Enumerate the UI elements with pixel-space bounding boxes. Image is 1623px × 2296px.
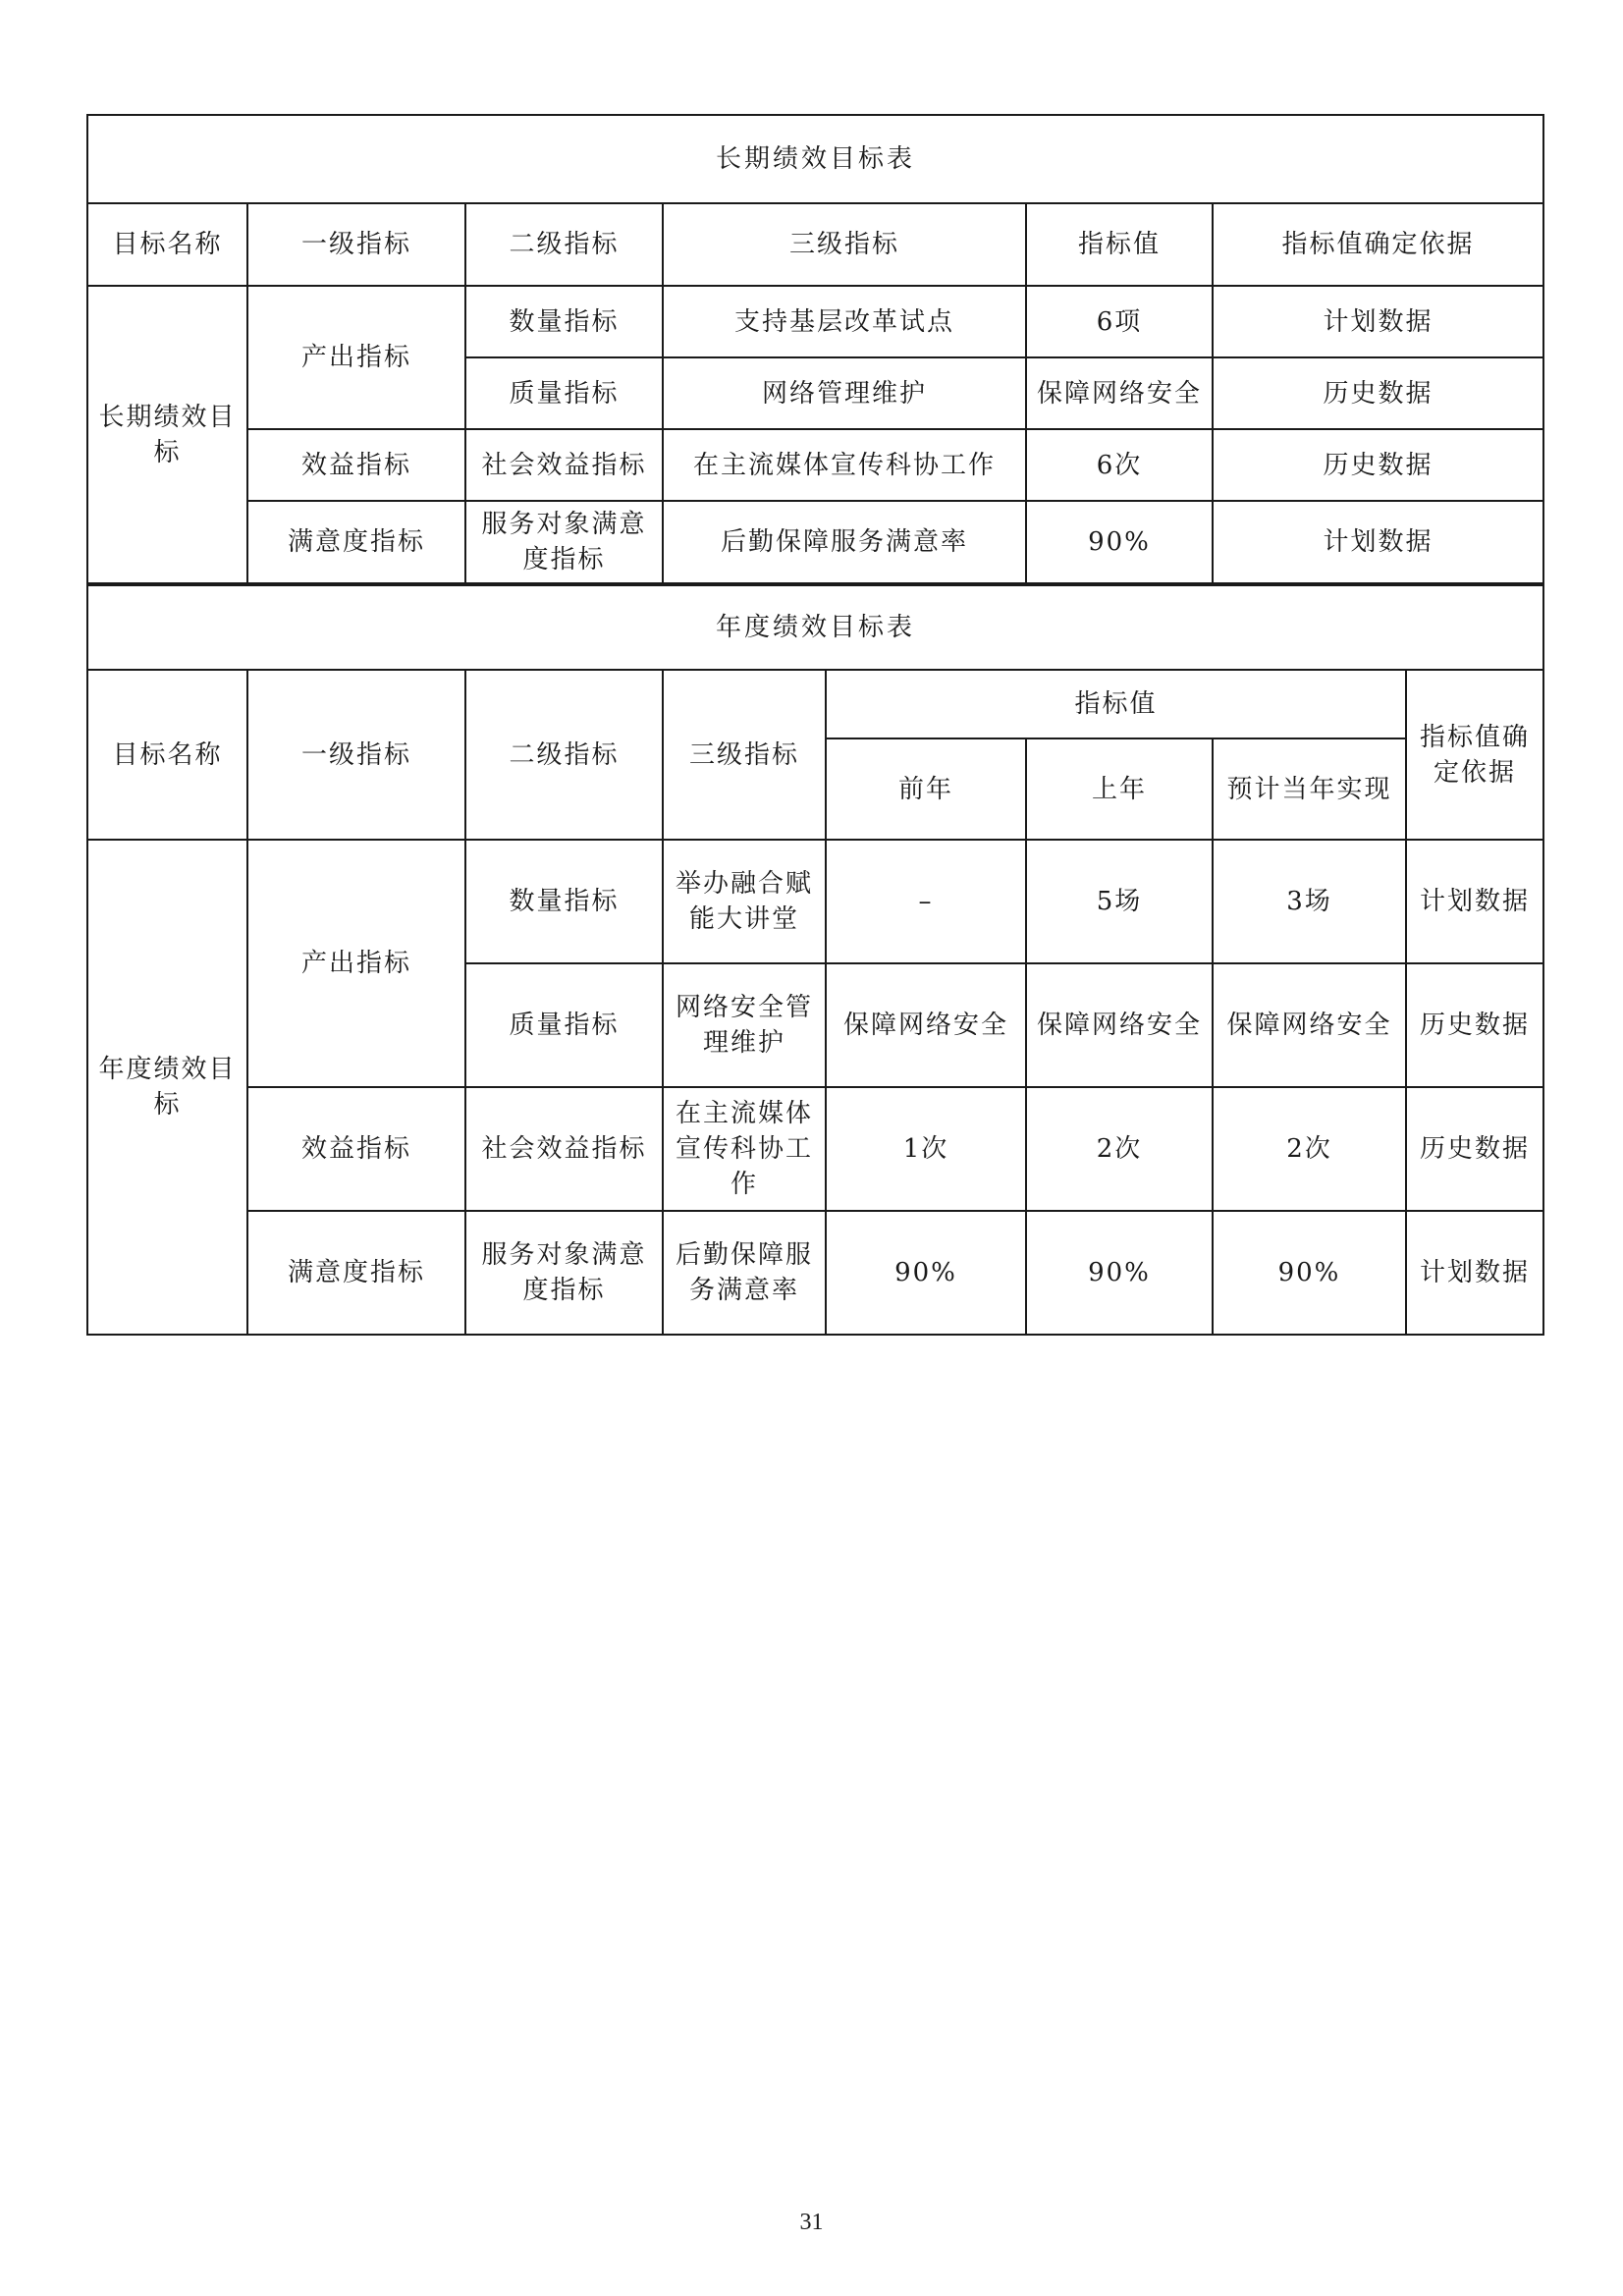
- header-prev-year: 前年: [826, 738, 1026, 840]
- basis-cell: 历史数据: [1406, 963, 1543, 1087]
- goal-name-cell: 年度绩效目标: [87, 840, 247, 1335]
- last-year-cell: 保障网络安全: [1026, 963, 1213, 1087]
- prev-year-cell: 90%: [826, 1211, 1026, 1335]
- header-level2: 二级指标: [465, 670, 663, 840]
- table-row: [87, 1087, 1543, 1211]
- level3-cell: 在主流媒体宣传科协工作: [663, 1087, 826, 1211]
- level3-cell: 后勤保障服务满意率: [663, 1211, 826, 1335]
- header-value: 指标值: [1026, 203, 1213, 286]
- level3-cell: 举办融合赋能大讲堂: [663, 840, 826, 963]
- level1-cell: 效益指标: [247, 429, 465, 501]
- header-basis: 指标值确定依据: [1406, 670, 1543, 840]
- level1-cell: 产出指标: [247, 840, 465, 1087]
- level2-cell: 质量指标: [465, 963, 663, 1087]
- header-level3: 三级指标: [663, 203, 1026, 286]
- basis-cell: 计划数据: [1213, 501, 1543, 583]
- last-year-cell: 5场: [1026, 840, 1213, 963]
- header-expected: 预计当年实现: [1213, 738, 1406, 840]
- header-level3: 三级指标: [663, 670, 826, 840]
- level2-cell: 数量指标: [465, 840, 663, 963]
- level2-cell: 社会效益指标: [465, 1087, 663, 1211]
- level2-cell: 服务对象满意度指标: [465, 1211, 663, 1335]
- header-goal-name: 目标名称: [87, 203, 247, 286]
- page-number: 31: [799, 2210, 824, 2235]
- value-cell: 保障网络安全: [1026, 357, 1213, 429]
- expected-cell: 2次: [1213, 1087, 1406, 1211]
- table-row: [87, 840, 1543, 963]
- header-level1: 一级指标: [247, 203, 465, 286]
- level1-cell: 满意度指标: [247, 501, 465, 583]
- prev-year-cell: –: [826, 840, 1026, 963]
- basis-cell: 计划数据: [1406, 840, 1543, 963]
- header-level2: 二级指标: [465, 203, 663, 286]
- table-row: [87, 286, 1543, 357]
- annual-performance-table: [86, 584, 1544, 1336]
- level2-cell: 服务对象满意度指标: [465, 501, 663, 583]
- header-basis: 指标值确定依据: [1213, 203, 1543, 286]
- prev-year-cell: 1次: [826, 1087, 1026, 1211]
- level2-cell: 数量指标: [465, 286, 663, 357]
- expected-cell: 90%: [1213, 1211, 1406, 1335]
- basis-cell: 计划数据: [1213, 286, 1543, 357]
- expected-cell: 3场: [1213, 840, 1406, 963]
- level1-cell: 产出指标: [247, 286, 465, 429]
- basis-cell: 历史数据: [1213, 357, 1543, 429]
- header-last-year: 上年: [1026, 738, 1213, 840]
- last-year-cell: 90%: [1026, 1211, 1213, 1335]
- expected-cell: 保障网络安全: [1213, 963, 1406, 1087]
- long-term-table-title: 长期绩效目标表: [87, 115, 1543, 203]
- table-row: [87, 429, 1543, 501]
- header-value: 指标值: [826, 670, 1406, 738]
- last-year-cell: 2次: [1026, 1087, 1213, 1211]
- header-level1: 一级指标: [247, 670, 465, 840]
- annual-table-title: 年度绩效目标表: [87, 585, 1543, 670]
- level3-cell: 网络安全管理维护: [663, 963, 826, 1087]
- level1-cell: 效益指标: [247, 1087, 465, 1211]
- basis-cell: 历史数据: [1213, 429, 1543, 501]
- long-term-performance-table: [86, 114, 1544, 584]
- level1-cell: 满意度指标: [247, 1211, 465, 1335]
- table-row: [87, 1211, 1543, 1335]
- basis-cell: 历史数据: [1406, 1087, 1543, 1211]
- value-cell: 90%: [1026, 501, 1213, 583]
- goal-name-cell: 长期绩效目标: [87, 286, 247, 583]
- level2-cell: 社会效益指标: [465, 429, 663, 501]
- level3-cell: 在主流媒体宣传科协工作: [663, 429, 1026, 501]
- table-row: [87, 501, 1543, 583]
- level3-cell: 网络管理维护: [663, 357, 1026, 429]
- value-cell: 6次: [1026, 429, 1213, 501]
- level3-cell: 支持基层改革试点: [663, 286, 1026, 357]
- level3-cell: 后勤保障服务满意率: [663, 501, 1026, 583]
- prev-year-cell: 保障网络安全: [826, 963, 1026, 1087]
- value-cell: 6项: [1026, 286, 1213, 357]
- basis-cell: 计划数据: [1406, 1211, 1543, 1335]
- header-goal-name: 目标名称: [87, 670, 247, 840]
- level2-cell: 质量指标: [465, 357, 663, 429]
